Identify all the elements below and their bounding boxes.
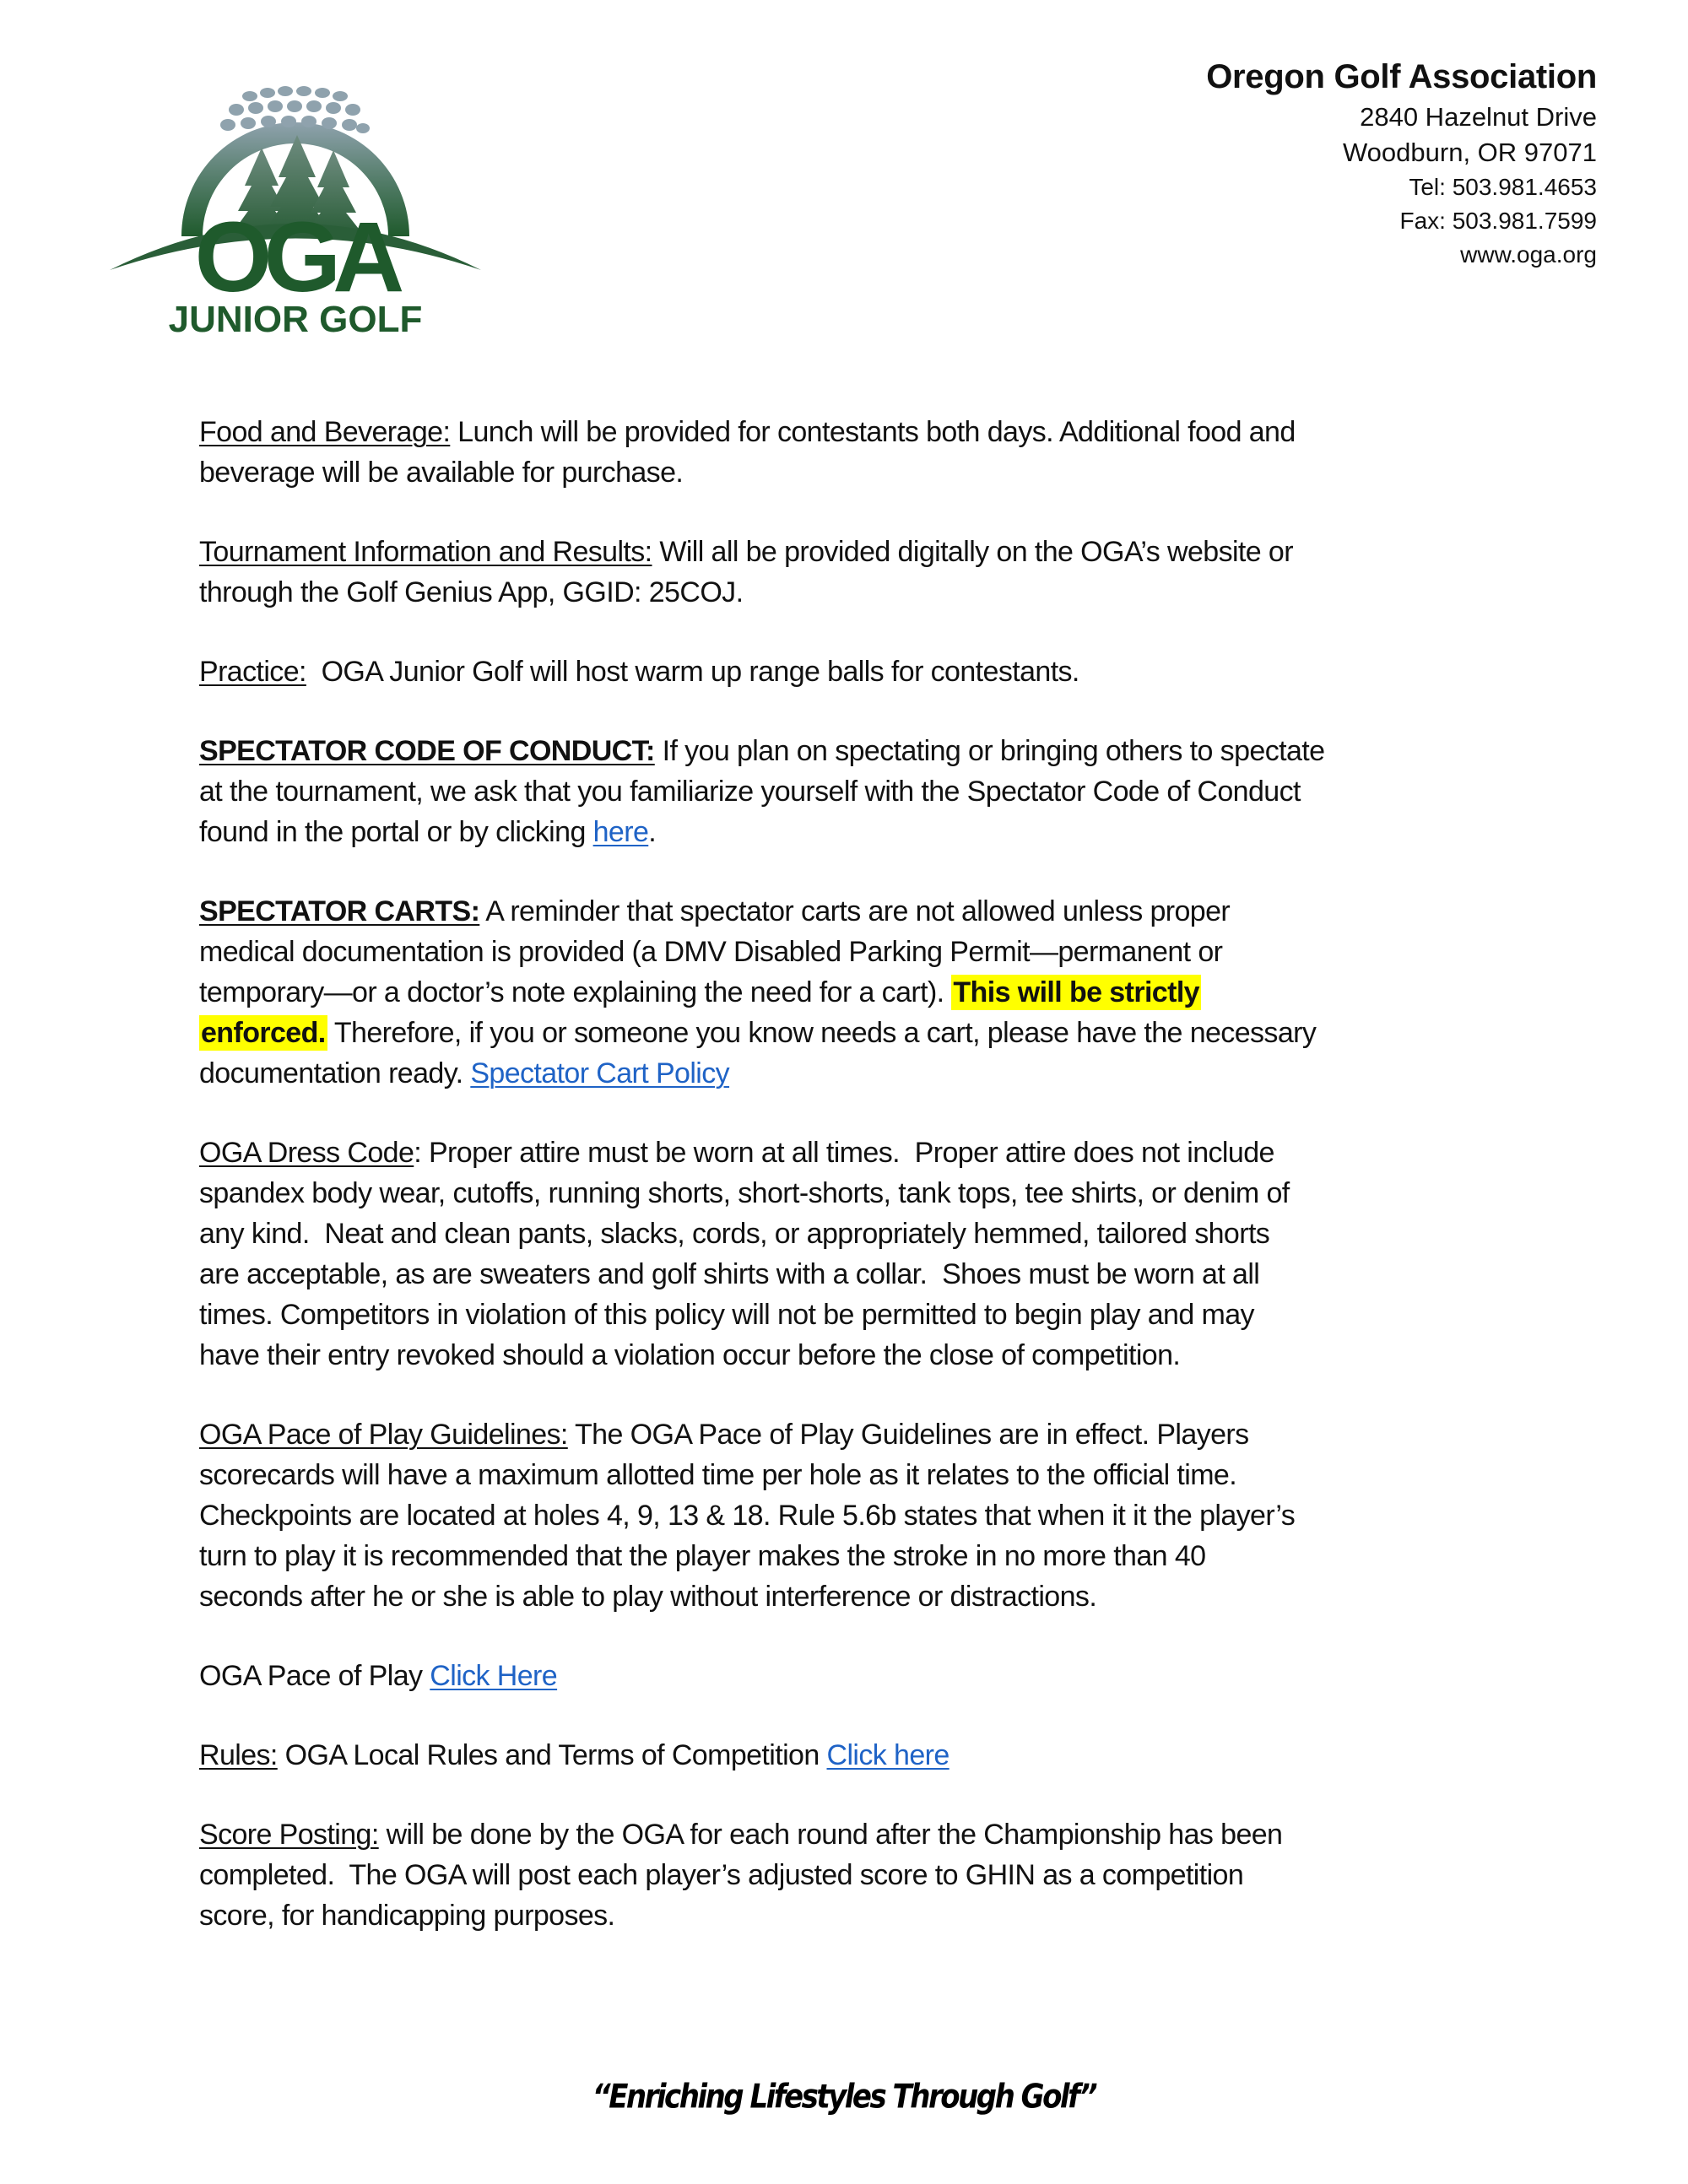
section-heading: Food and Beverage: bbox=[199, 416, 451, 448]
section-text: any kind. Neat and clean pants, slacks, cords, or appropriately hemmed, tailored shorts bbox=[199, 1218, 1270, 1250]
fax: Fax: 503.981.7599 bbox=[1399, 208, 1597, 234]
section-text: Therefore, if you or someone you know needs a cart, please have the necessary bbox=[327, 1017, 1317, 1049]
section-text: completed. The OGA will post each player’s adjusted score to GHIN as a competition bbox=[199, 1859, 1244, 1891]
address-line-1: 2840 Hazelnut Drive bbox=[1360, 102, 1597, 132]
svg-text:OGA: OGA bbox=[194, 202, 397, 313]
section-rules bbox=[199, 1735, 1516, 1776]
pace-of-play-link[interactable]: Click Here bbox=[430, 1660, 558, 1692]
section-text: through the Golf Genius App, GGID: 25COJ. bbox=[199, 576, 744, 608]
section-text: at the tournament, we ask that you familiarize yourself with the Spectator Code of Conduct bbox=[199, 776, 1301, 808]
section-text: seconds after he or she is able to play without interference or distractions. bbox=[199, 1581, 1097, 1613]
section-text: turn to play it is recommended that the player makes the stroke in no more than 40 bbox=[199, 1540, 1206, 1572]
section-text: beverage will be available for purchase. bbox=[199, 457, 684, 489]
section-text: medical documentation is provided (a DMV Disabled Parking Permit—permanent or bbox=[199, 936, 1223, 968]
section-heading: OGA Dress Code bbox=[199, 1137, 414, 1169]
section-heading: SPECTATOR CODE OF CONDUCT: bbox=[199, 735, 655, 767]
document-body bbox=[199, 412, 1516, 1975]
section-pace-of-play bbox=[199, 1414, 1516, 1617]
spectator-code-link[interactable]: here bbox=[592, 816, 649, 848]
section-text: If you plan on spectating or bringing others to spectate bbox=[654, 735, 1325, 767]
section-text: Lunch will be provided for contestants both days. Additional food and bbox=[450, 416, 1296, 448]
section-practice bbox=[199, 651, 1516, 692]
oga-junior-golf-logo bbox=[101, 51, 490, 338]
section-tournament-info bbox=[199, 532, 1516, 613]
highlighted-warning: This will be strictly bbox=[953, 976, 1199, 1008]
section-text: temporary—or a doctor’s note explaining the need for a cart). bbox=[199, 976, 952, 1008]
section-text: Checkpoints are located at holes 4, 9, 13 & 18. Rule 5.6b states that when it it the player’s bbox=[199, 1500, 1296, 1532]
section-heading: Rules: bbox=[199, 1739, 278, 1771]
website: www.oga.org bbox=[1460, 241, 1597, 268]
telephone: Tel: 503.981.4653 bbox=[1409, 174, 1597, 200]
section-text: spandex body wear, cutoffs, running shorts, short-shorts, tank tops, tee shirts, or denim of bbox=[199, 1177, 1290, 1209]
section-pace-link bbox=[199, 1656, 1516, 1696]
section-text: OGA Pace of Play bbox=[199, 1660, 430, 1692]
section-spectator-carts bbox=[199, 891, 1516, 1094]
logo-graphic-icon bbox=[101, 51, 490, 338]
section-text: score, for handicapping purposes. bbox=[199, 1900, 615, 1932]
section-spectator-conduct bbox=[199, 731, 1516, 852]
letterhead bbox=[1206, 54, 1597, 272]
footer-tagline: “Enriching Lifestyles Through Golf” bbox=[592, 2078, 1096, 2116]
highlighted-warning: enforced. bbox=[201, 1017, 326, 1049]
section-dress-code bbox=[199, 1133, 1516, 1376]
section-text: are acceptable, as are sweaters and golf shirts with a collar. Shoes must be worn at all bbox=[199, 1258, 1260, 1290]
section-heading: Score Posting: bbox=[199, 1819, 379, 1851]
section-text: have their entry revoked should a violation occur before the close of competition. bbox=[199, 1339, 1181, 1371]
section-text: OGA Junior Golf will host warm up range balls for contestants. bbox=[306, 656, 1079, 688]
section-text: documentation ready. bbox=[199, 1057, 471, 1089]
section-text: . bbox=[648, 816, 657, 848]
section-score-posting bbox=[199, 1814, 1516, 1936]
section-text: A reminder that spectator carts are not allowed unless proper bbox=[479, 895, 1231, 927]
section-text: OGA Local Rules and Terms of Competition bbox=[277, 1739, 827, 1771]
section-text: found in the portal or by clicking bbox=[199, 816, 593, 848]
section-heading: SPECTATOR CARTS: bbox=[199, 895, 480, 927]
svg-text:JUNIOR GOLF: JUNIOR GOLF bbox=[168, 299, 423, 338]
section-text: Will all be provided digitally on the OGA’s website or bbox=[652, 536, 1293, 568]
section-heading: Tournament Information and Results: bbox=[199, 536, 652, 568]
section-food-beverage bbox=[199, 412, 1516, 493]
section-text: scorecards will have a maximum allotted time per hole as it relates to the official time. bbox=[199, 1459, 1237, 1491]
section-text: : Proper attire must be worn at all times. Proper attire does not include bbox=[414, 1137, 1274, 1169]
section-text: will be done by the OGA for each round after the Championship has been bbox=[378, 1819, 1283, 1851]
org-name: Oregon Golf Association bbox=[1206, 58, 1597, 95]
spectator-cart-policy-link[interactable]: Spectator Cart Policy bbox=[470, 1057, 730, 1089]
local-rules-link[interactable]: Click here bbox=[826, 1739, 950, 1771]
address-line-2: Woodburn, OR 97071 bbox=[1342, 138, 1597, 167]
section-text: The OGA Pace of Play Guidelines are in effect. Players bbox=[567, 1419, 1249, 1451]
section-heading: Practice: bbox=[199, 656, 306, 688]
section-heading: OGA Pace of Play Guidelines: bbox=[199, 1419, 568, 1451]
section-text: times. Competitors in violation of this policy will not be permitted to begin play and may bbox=[199, 1299, 1254, 1331]
